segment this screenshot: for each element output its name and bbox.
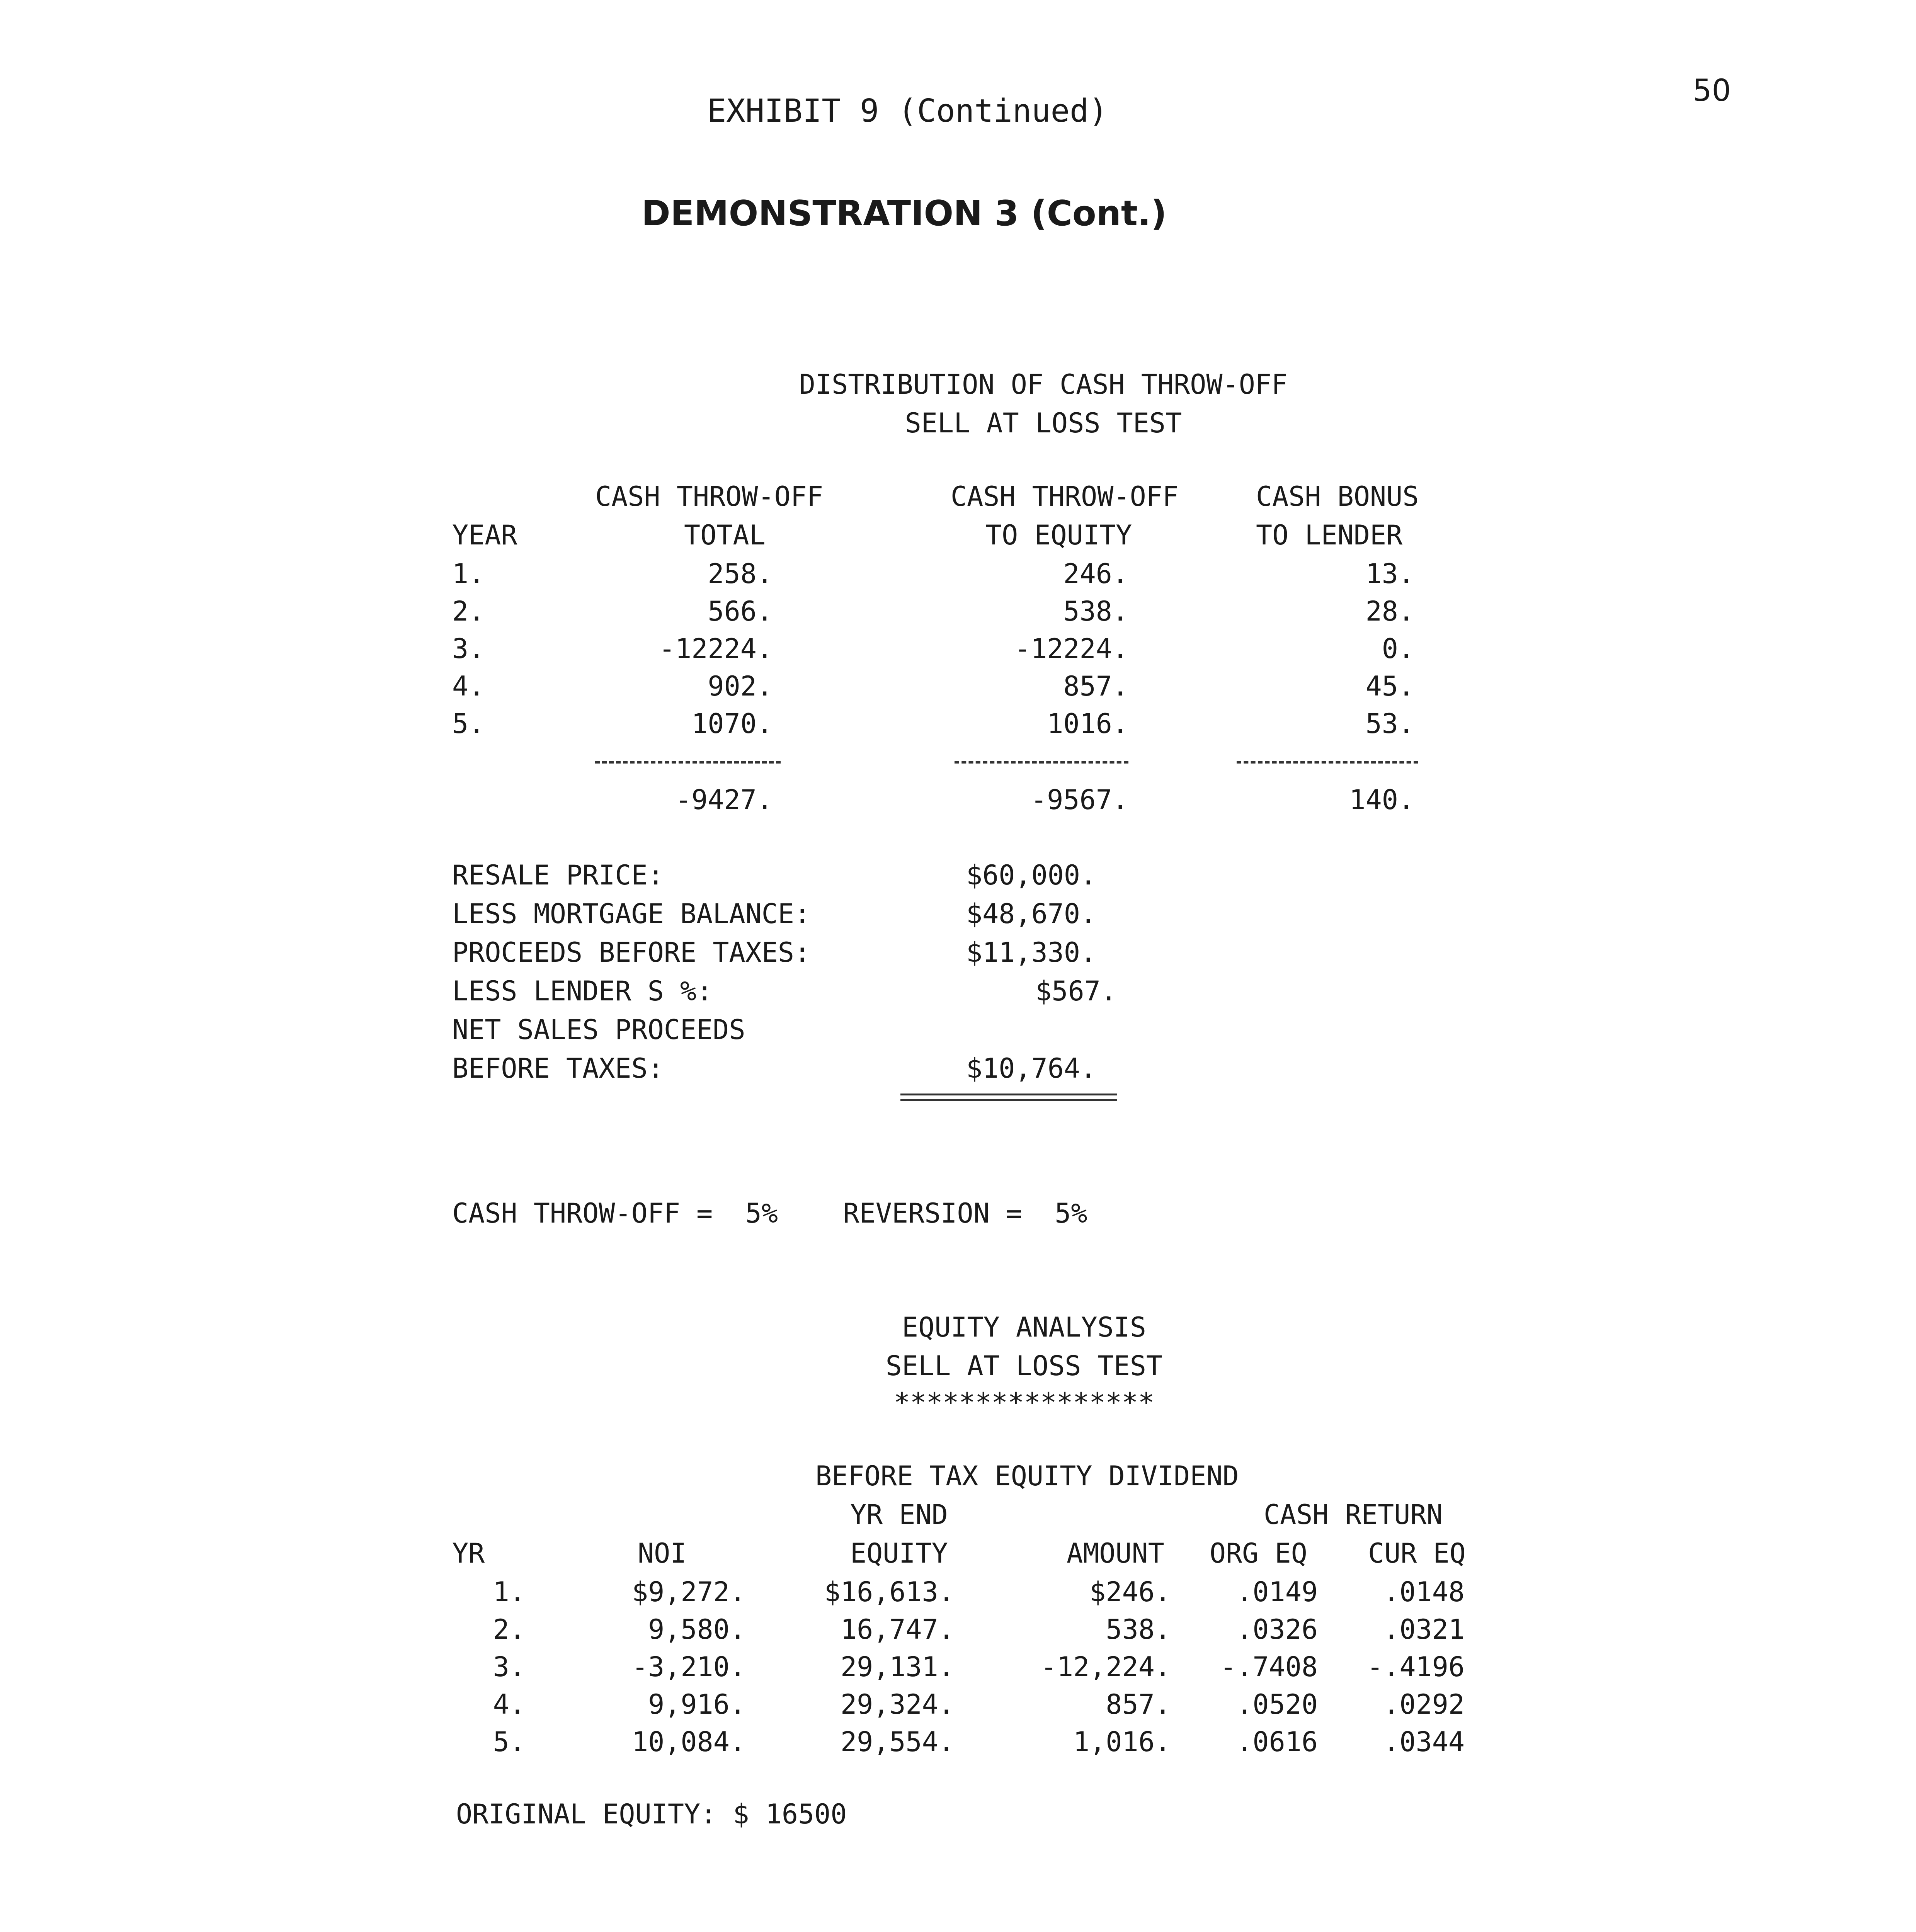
cell-org: .0326 <box>1236 1614 1318 1645</box>
cell-total: 1070. <box>691 708 773 740</box>
cell-amount: -12,224. <box>1040 1651 1171 1683</box>
cell-year: 2. <box>452 595 485 627</box>
header-equity-line2: TO EQUITY <box>985 519 1132 551</box>
cell-org: .0520 <box>1236 1689 1318 1720</box>
header-lender-line2: TO LENDER <box>1256 519 1403 551</box>
cell-total: 566. <box>708 595 773 627</box>
mortgage-label: LESS MORTGAGE BALANCE: <box>452 898 811 930</box>
cell-equity: 857. <box>1063 670 1128 702</box>
cell-total: -12224. <box>659 633 773 665</box>
cell-yr: 5. <box>493 1726 526 1758</box>
header-equity-line1: CASH THROW-OFF <box>951 481 1179 512</box>
cell-total: 902. <box>708 670 773 702</box>
lender-column-divider <box>1237 761 1418 764</box>
total-column-divider <box>595 761 781 764</box>
cell-year: 4. <box>452 670 485 702</box>
cell-lender: 45. <box>1365 670 1414 702</box>
sum-equity: -9567. <box>1031 784 1128 816</box>
cell-cur: -.4196 <box>1367 1651 1465 1683</box>
header-yr: YR <box>452 1537 485 1569</box>
cell-cur: .0344 <box>1383 1726 1465 1758</box>
equity-analysis-subtitle: SELL AT LOSS TEST <box>885 1350 1163 1382</box>
header-noi: NOI <box>638 1537 687 1569</box>
cell-lender: 13. <box>1365 558 1414 590</box>
distribution-subtitle: SELL AT LOSS TEST <box>905 407 1182 439</box>
cell-total: 258. <box>708 558 773 590</box>
double-underline <box>900 1094 1117 1101</box>
header-total-line1: CASH THROW-OFF <box>595 481 824 512</box>
sum-lender: 140. <box>1349 784 1414 816</box>
cell-amount: $246. <box>1089 1576 1171 1608</box>
cell-noi: $9,272. <box>631 1576 746 1608</box>
header-yr-end: YR END <box>850 1499 948 1531</box>
header-amount: AMOUNT <box>1067 1537 1164 1569</box>
cell-equity: -12224. <box>1014 633 1128 665</box>
cell-year: 3. <box>452 633 485 665</box>
resale-value: $60,000. <box>966 859 1097 891</box>
cell-noi: 9,580. <box>648 1614 746 1645</box>
cell-lender: 53. <box>1365 708 1414 740</box>
cell-noi: -3,210. <box>631 1651 746 1683</box>
cell-cur: .0148 <box>1383 1576 1465 1608</box>
cell-org: .0616 <box>1236 1726 1318 1758</box>
cell-equity: $16,613. <box>824 1576 955 1608</box>
exhibit-title: EXHIBIT 9 (Continued) <box>707 93 1108 129</box>
net-proceeds-label: NET SALES PROCEEDS <box>452 1014 745 1046</box>
header-cur-eq: CUR EQ <box>1368 1537 1466 1569</box>
header-equity: EQUITY <box>850 1537 948 1569</box>
cell-equity: 16,747. <box>840 1614 955 1645</box>
cell-year: 1. <box>452 558 485 590</box>
cell-equity: 1016. <box>1047 708 1128 740</box>
cell-yr: 3. <box>493 1651 526 1683</box>
cell-equity: 246. <box>1063 558 1128 590</box>
demonstration-title: DEMONSTRATION 3 (Cont.) <box>642 193 1167 234</box>
net-proceeds-value: $10,764. <box>966 1053 1097 1084</box>
sum-total: -9427. <box>675 784 773 816</box>
cell-cur: .0321 <box>1383 1614 1465 1645</box>
resale-label: RESALE PRICE: <box>452 859 664 891</box>
header-total-line2: TOTAL <box>684 519 766 551</box>
header-org-eq: ORG EQ <box>1210 1537 1307 1569</box>
lender-pct-value: $567. <box>1035 975 1117 1007</box>
proceeds-label: PROCEEDS BEFORE TAXES: <box>452 937 811 968</box>
distribution-title: DISTRIBUTION OF CASH THROW-OFF <box>799 369 1288 400</box>
cell-noi: 10,084. <box>631 1726 746 1758</box>
cell-cur: .0292 <box>1383 1689 1465 1720</box>
cell-equity: 29,324. <box>840 1689 955 1720</box>
equity-column-divider <box>955 761 1128 764</box>
cell-equity: 29,131. <box>840 1651 955 1683</box>
header-cash-return: CASH RETURN <box>1264 1499 1443 1531</box>
cell-lender: 28. <box>1365 595 1414 627</box>
cell-yr: 4. <box>493 1689 526 1720</box>
original-equity: ORIGINAL EQUITY: $ 16500 <box>456 1798 847 1830</box>
header-lender-line1: CASH BONUS <box>1256 481 1419 512</box>
equity-analysis-stars: **************** <box>893 1387 1155 1418</box>
cell-yr: 1. <box>493 1576 526 1608</box>
cell-lender: 0. <box>1382 633 1414 665</box>
cell-yr: 2. <box>493 1614 526 1645</box>
cell-equity: 29,554. <box>840 1726 955 1758</box>
cell-amount: 857. <box>1106 1689 1171 1720</box>
lender-pct-label: LESS LENDER S %: <box>452 975 713 1007</box>
rates-line: CASH THROW-OFF = 5% REVERSION = 5% <box>452 1197 1087 1229</box>
cell-noi: 9,916. <box>648 1689 746 1720</box>
cell-amount: 1,016. <box>1073 1726 1171 1758</box>
cell-org: -.7408 <box>1220 1651 1318 1683</box>
cell-equity: 538. <box>1063 595 1128 627</box>
cell-year: 5. <box>452 708 485 740</box>
cell-org: .0149 <box>1236 1576 1318 1608</box>
cell-amount: 538. <box>1106 1614 1171 1645</box>
mortgage-value: $48,670. <box>966 898 1097 930</box>
header-year: YEAR <box>452 519 517 551</box>
proceeds-value: $11,330. <box>966 937 1097 968</box>
net-before-taxes-label: BEFORE TAXES: <box>452 1053 664 1084</box>
equity-analysis-title: EQUITY ANALYSIS <box>902 1311 1147 1343</box>
page-number: 50 <box>1693 73 1731 108</box>
dividend-subtitle: BEFORE TAX EQUITY DIVIDEND <box>815 1460 1239 1492</box>
